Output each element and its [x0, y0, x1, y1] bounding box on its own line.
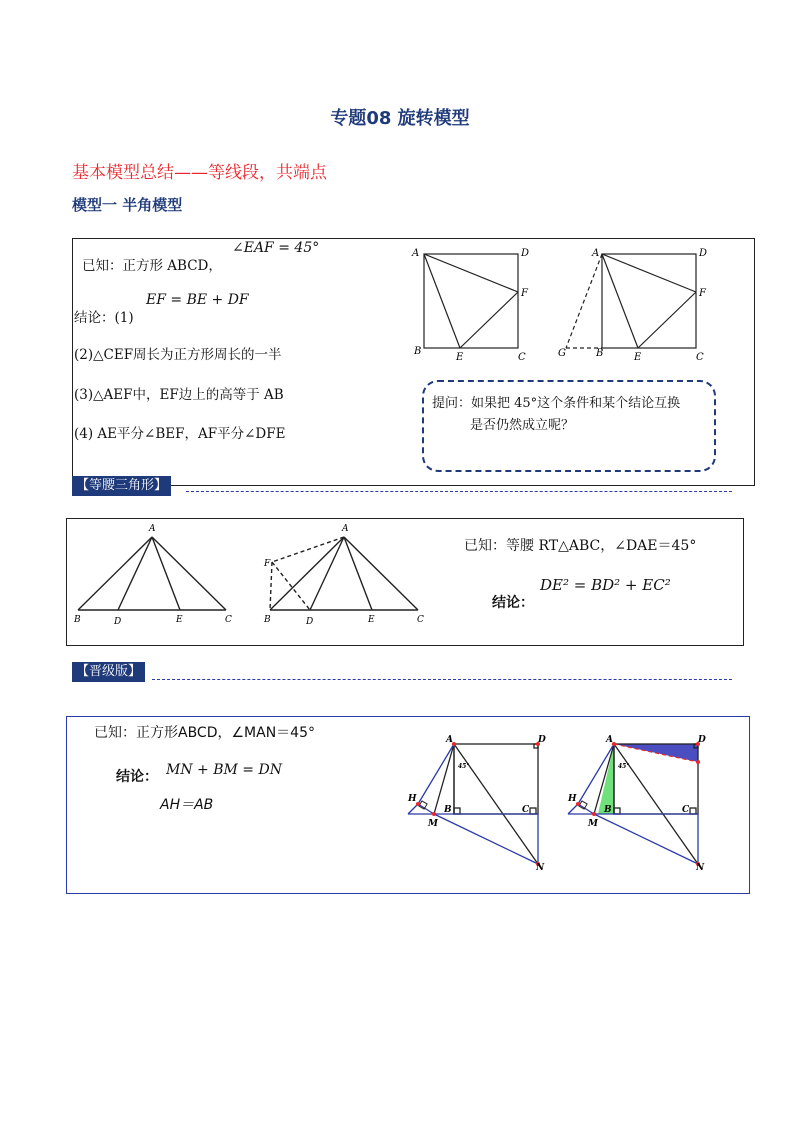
isosceles-figure-2 — [258, 520, 433, 630]
section1-known: 已知：正方形 ABCD， — [82, 258, 222, 274]
fig2-label-A: A — [592, 248, 600, 259]
iso1-label-B: B — [74, 615, 81, 625]
fig1-label-C: C — [518, 352, 526, 363]
adv1-label-angle: 45° — [458, 763, 470, 770]
iso2-label-F: F — [264, 559, 271, 569]
advanced-tag: 【晋级版】 — [72, 662, 145, 682]
fig1-label-D: D — [521, 248, 530, 259]
section2-known: 已知：等腰 RT△ABC，∠DAE＝45° — [464, 538, 697, 554]
fig2-label-F: F — [699, 288, 706, 299]
adv2-label-D: D — [698, 735, 706, 745]
section3-known: 已知：正方形ABCD，∠MAN＝45° — [94, 725, 315, 741]
model-one-heading: 模型一 半角模型 — [72, 196, 183, 214]
adv1-label-C: C — [522, 805, 530, 815]
section1-angle-condition: ∠EAF = 45° — [232, 240, 320, 256]
fig1-label-F: F — [521, 288, 528, 299]
section1-conclusion-3: (3)△AEF中，EF边上的高等于 AB — [74, 387, 284, 403]
iso1-label-A: A — [149, 524, 156, 534]
adv2-label-B: B — [604, 805, 612, 815]
section1-conclusion-4: (4) AE平分∠BEF，AF平分∠DFE — [74, 426, 286, 442]
advanced-divider — [152, 679, 732, 680]
iso2-label-D: D — [306, 617, 314, 627]
adv1-label-M: M — [428, 819, 438, 829]
iso1-label-D: D — [114, 617, 122, 627]
page-title: 专题08 旋转模型 — [330, 108, 470, 129]
square-figure-1 — [408, 244, 538, 364]
adv2-label-A: A — [606, 735, 613, 745]
fig2-label-D: D — [699, 248, 708, 259]
adv1-label-N: N — [536, 863, 545, 873]
iso2-label-A: A — [342, 524, 349, 534]
fig1-label-E: E — [456, 352, 464, 363]
fig2-label-G: G — [558, 348, 566, 359]
adv2-label-M: M — [588, 819, 598, 829]
tip-line-1: 提问：如果把 45°这个条件和某个结论互换 — [432, 396, 681, 411]
iso2-label-C: C — [417, 615, 424, 625]
summary-heading: 基本模型总结——等线段，共端点 — [72, 163, 327, 183]
section2-formula: DE² = BD² + EC² — [540, 576, 671, 594]
advanced-figure-2 — [560, 728, 720, 878]
adv2-label-angle: 45° — [618, 763, 630, 770]
isosceles-divider — [186, 491, 732, 492]
section1-conclusion-2: (2)△CEF周长为正方形周长的一半 — [74, 347, 282, 363]
iso2-label-B: B — [264, 615, 271, 625]
fig2-label-B: B — [596, 348, 604, 359]
fig2-label-C: C — [696, 352, 704, 363]
section3-formula-2: AH＝AB — [160, 797, 214, 813]
advanced-figure-1 — [400, 728, 560, 878]
adv1-label-H: H — [408, 794, 417, 804]
iso1-label-E: E — [176, 615, 183, 625]
section1-conclusion-label: 结论：(1) — [74, 310, 134, 326]
adv1-label-A: A — [446, 735, 453, 745]
adv1-label-D: D — [538, 735, 546, 745]
section3-conclusion-label: 结论： — [116, 769, 158, 785]
adv2-label-N: N — [696, 863, 705, 873]
adv1-label-B: B — [444, 805, 452, 815]
isosceles-figure-1 — [68, 520, 243, 630]
fig2-label-E: E — [634, 352, 642, 363]
iso2-label-E: E — [368, 615, 375, 625]
fig1-label-B: B — [414, 346, 422, 357]
fig1-label-A: A — [412, 248, 420, 259]
square-figure-2 — [552, 244, 722, 364]
adv2-label-C: C — [682, 805, 690, 815]
adv2-label-H: H — [568, 794, 577, 804]
section3-formula-1: MN + BM = DN — [166, 762, 282, 778]
tip-line-2: 是否仍然成立呢？ — [470, 418, 575, 433]
section2-conclusion-label: 结论： — [492, 595, 534, 611]
isosceles-tag: 【等腰三角形】 — [72, 476, 171, 496]
iso1-label-C: C — [225, 615, 232, 625]
section1-formula-1: EF = BE + DF — [146, 292, 249, 308]
